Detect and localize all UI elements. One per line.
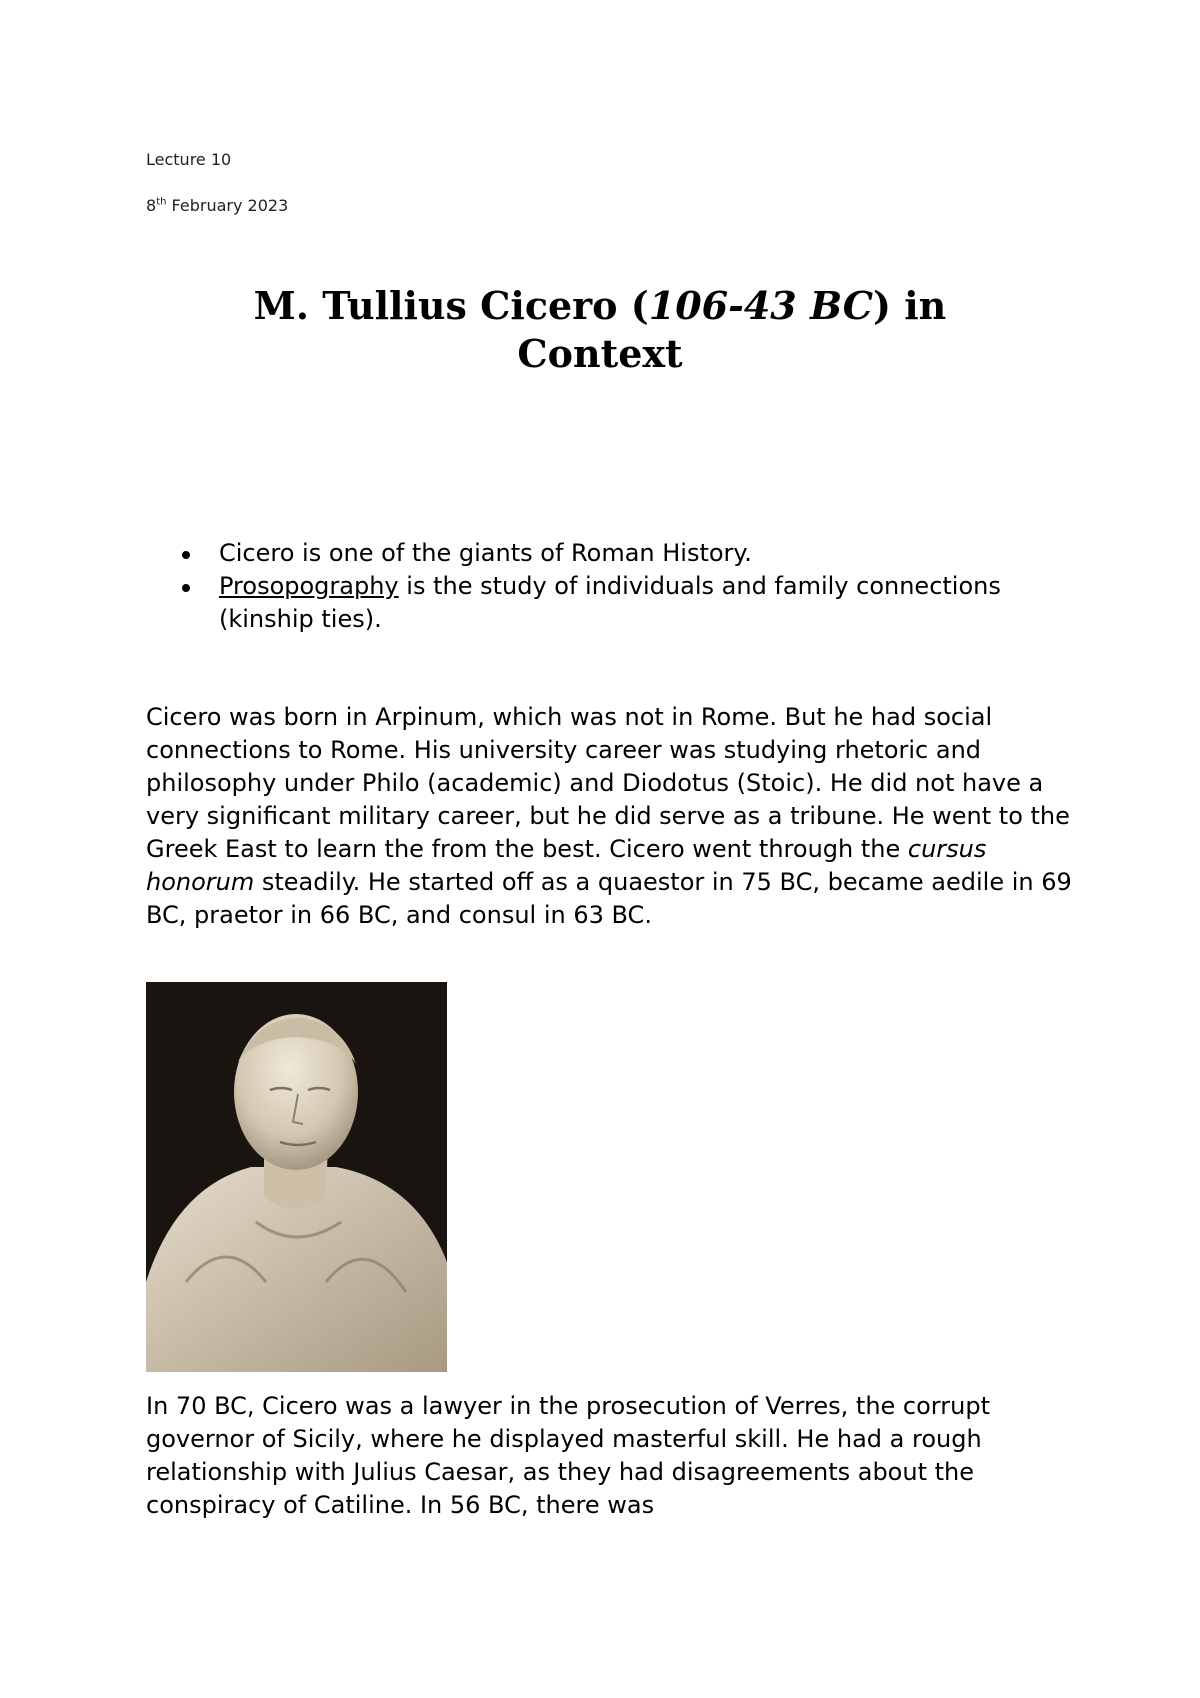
paragraph-text: steadily. He started off as a quaestor in 75 BC, became aedile in 69 BC, praetor in 66 BC, and consul in 63 BC. — [146, 868, 1072, 929]
lecture-label: Lecture 10 — [146, 150, 232, 169]
date-suffix: th — [156, 196, 167, 208]
lecture-date — [146, 196, 288, 215]
paragraph-text: In 70 BC, Cicero was a lawyer in the prosecution of Verres, the corrupt governor of Sicily, where he displayed masterful skill. He had a rough relationship with Julius Caesar, as they had disagreements about the conspiracy of Catiline. In 56 BC, there was — [146, 1392, 990, 1519]
prosopography-term: Prosopography — [219, 572, 399, 600]
bullet-text: Cicero is one of the giants of Roman History. — [219, 539, 752, 567]
title-in: ) in — [873, 283, 947, 328]
bullet-list — [146, 537, 1066, 636]
bullet-text: is the study of individuals and family connections (kinship ties). — [219, 572, 1001, 633]
date-month-year: February 2023 — [166, 196, 289, 215]
paragraph-career — [146, 701, 1076, 932]
cursus-honorum-term: cursus honorum — [146, 835, 987, 896]
cicero-bust-image — [146, 982, 447, 1372]
paragraph-verres — [146, 1390, 1076, 1522]
paragraph-text: Cicero was born in Arpinum, which was not in Rome. But he had social connections to Rome. His university career was studying rhetoric and philosophy under Philo (academic) and Diodotus (Stoic). He did not have a very significant military career, but he did serve as a tribune. He went to the Greek East to learn the from the best. Cicero went through the — [146, 703, 1070, 863]
title-dates: 106-43 BC — [648, 283, 874, 328]
page-title — [146, 282, 1054, 378]
list-item — [146, 570, 1066, 636]
title-line2: Context — [517, 331, 683, 376]
date-day: 8 — [146, 196, 157, 215]
list-item — [146, 537, 1066, 570]
title-name: M. Tullius Cicero ( — [253, 283, 649, 328]
